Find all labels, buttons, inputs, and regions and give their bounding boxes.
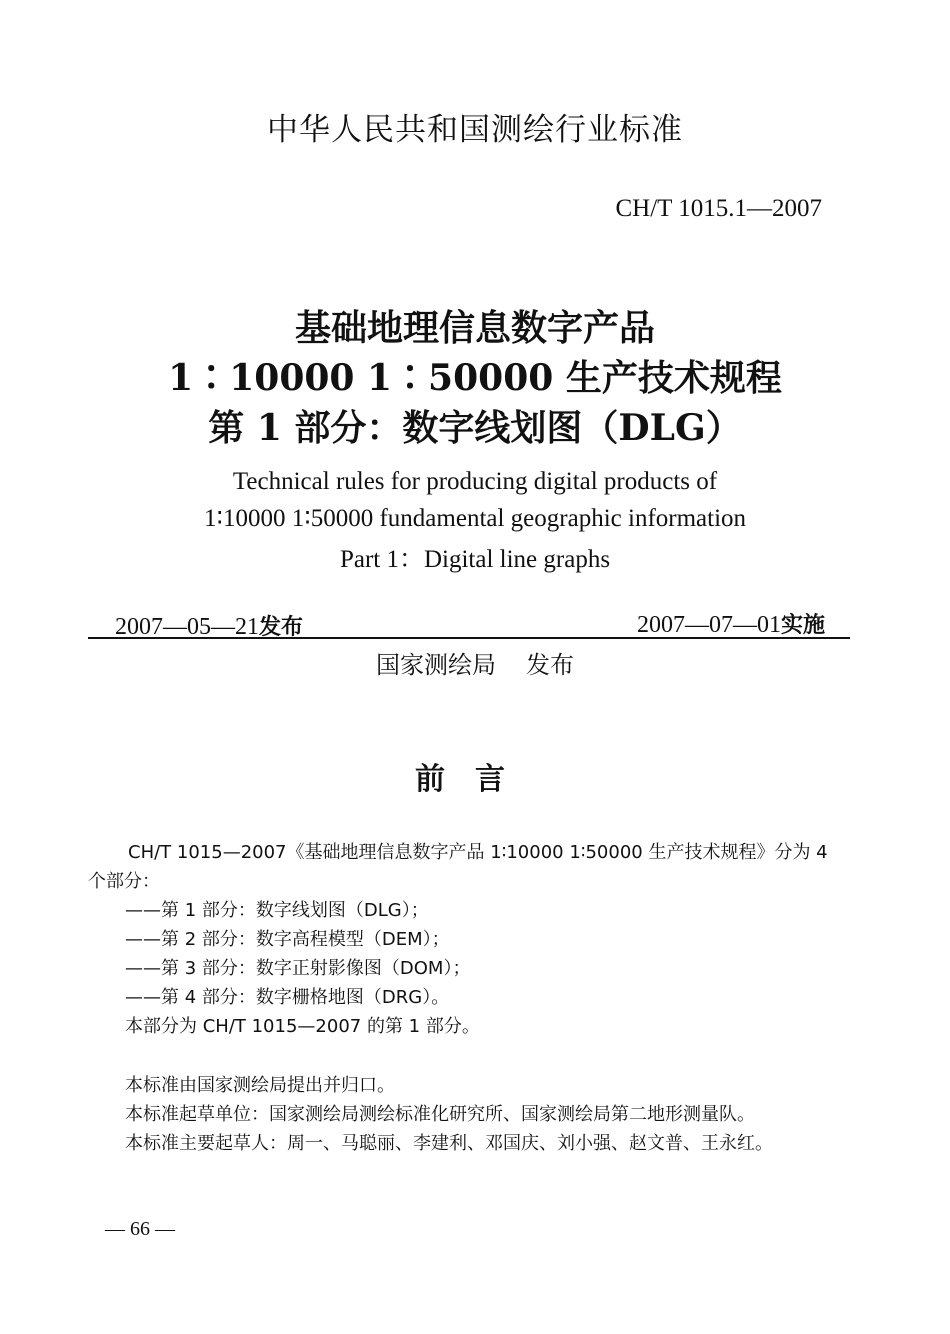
issue-date: 2007—05—21 (115, 614, 259, 640)
list-item: ——第 3 部分：数字正射影像图（DOM）； (125, 958, 471, 979)
title-en-line-2: 1∶10000 1∶50000 fundamental geographic information (203, 505, 747, 532)
title-en-line-3: Part 1：Digital line graphs (339, 546, 611, 573)
statement-drafting-units: 本标准起草单位：国家测绘局测绘标准化研究所、国家测绘局第二地形测量队。 (125, 1104, 755, 1125)
preface-heading: 前言 (415, 762, 535, 797)
part-note: 本部分为 CH/T 1015—2007 的第 1 部分。 (125, 1016, 480, 1037)
list-item: ——第 2 部分：数字高程模型（DEM）； (125, 929, 450, 950)
standard-category-title: 中华人民共和国测绘行业标准 (267, 112, 683, 148)
issue-label: 发布 (259, 615, 304, 640)
title-en-line-1: Technical rules for producing digital products of (232, 468, 718, 495)
standard-code: CH/T 1015.1—2007 (615, 195, 822, 222)
title-cn-line-2: 1∶10000 1∶50000 生产技术规程 (168, 357, 782, 399)
publisher-line (0, 645, 950, 680)
publisher-action: 发布 (526, 651, 574, 679)
preface-intro-line-1: CH/T 1015—2007《基础地理信息数字产品 1∶10000 1∶50000 生产技术规程》分为 4 (128, 842, 828, 863)
list-item: ——第 4 部分：数字栅格地图（DRG）。 (125, 987, 450, 1008)
title-cn-line-1: 基础地理信息数字产品 (294, 307, 655, 349)
effective-label: 实施 (780, 613, 825, 638)
statement-proposer: 本标准由国家测绘局提出并归口。 (125, 1075, 395, 1096)
preface-intro-line-2: 个部分： (88, 871, 160, 892)
effective-date-block (637, 608, 825, 639)
publisher-name: 国家测绘局 (376, 651, 496, 679)
divider-line (88, 637, 850, 639)
title-cn-line-3: 第 1 部分：数字线划图（DLG） (208, 407, 742, 449)
effective-date: 2007—07—01 (636, 612, 781, 638)
page-number: — 66 — (105, 1218, 175, 1240)
list-item: ——第 1 部分：数字线划图（DLG）； (125, 900, 429, 921)
statement-drafters: 本标准主要起草人：周一、马聪丽、李建利、邓国庆、刘小强、赵文普、王永红。 (125, 1133, 773, 1154)
